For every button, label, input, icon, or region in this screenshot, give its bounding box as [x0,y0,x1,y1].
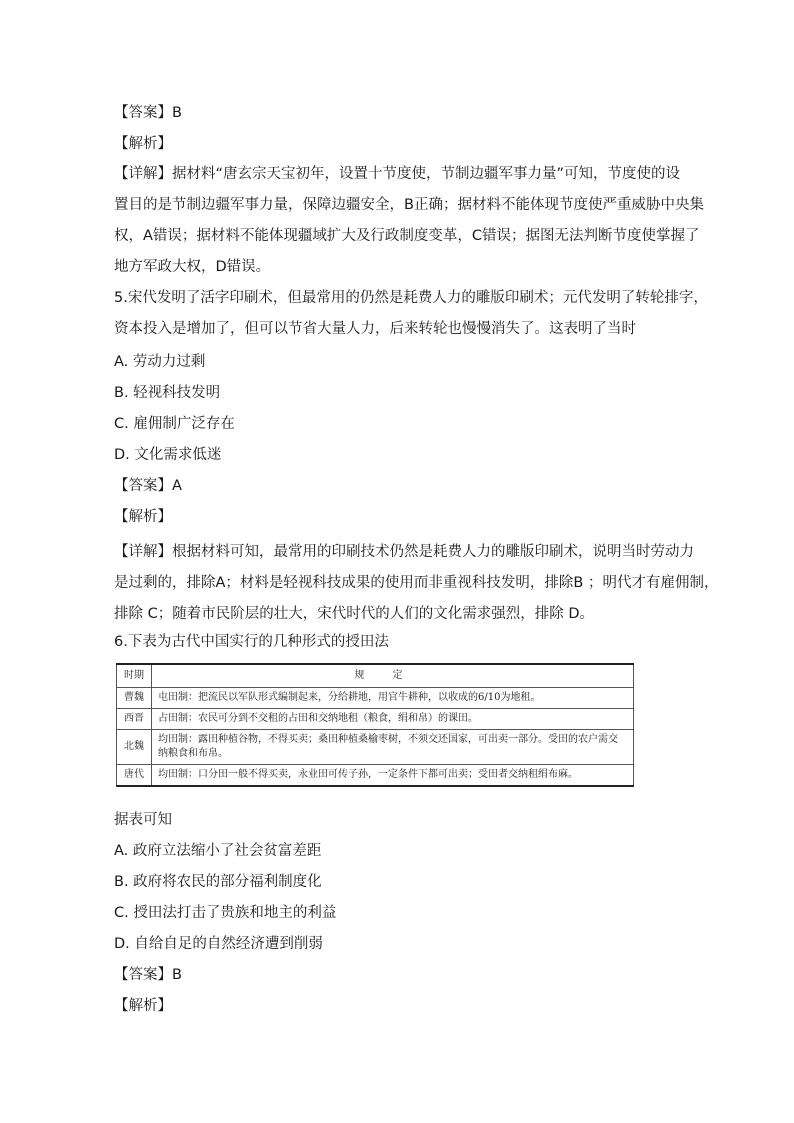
table-cell-era: 唐代 [117,765,152,787]
q6-option-d: D. 自给自足的自然经济遭到削弱 [114,936,323,952]
q4-detail-line: 权，A错误；据材料不能体现疆域扩大及行政制度变革，C错误；据图无法判断节度使掌握了 [114,228,700,244]
table-row [117,709,634,730]
q5-option-a: A. 劳动力过剩 [114,354,206,370]
q4-detail-line: 置目的是节制边疆军事力量，保障边疆安全，B正确；据材料不能体现节度使严重威胁中央集 [114,197,704,213]
q4-detail-line: 【详解】据材料“唐玄宗天宝初年，设置十节度使，节制边疆军事力量”可知，节度使的设 [114,166,681,182]
table-cell-era: 曹魏 [117,688,152,709]
table-row [117,688,634,709]
q5-stem-line: 5.宋代发明了活字印刷术，但最常用的仍然是耗费人力的雕版印刷术；元代发明了转轮排字， [114,290,708,306]
q6-option-b: B. 政府将农民的部分福利制度化 [114,874,322,890]
table-cell-rule: 占田制：农民可分到不交租的占田和交纳地租（粮食，绢和帛）的课田。 [152,709,634,730]
q5-option-d: D. 文化需求低迷 [114,447,222,463]
table-cell-era: 北魏 [117,730,152,765]
q5-stem [114,283,708,345]
land-grant-table [116,663,634,787]
q6-prompt: 据表可知 [114,812,172,828]
table-row [117,730,634,765]
q4-detail [114,159,704,283]
q5-detail [114,537,719,630]
q5-detail-line: 排除 C；随着市民阶层的壮大，宋代时代的人们的文化需求强烈，排除 D。 [114,606,595,622]
q4-detail-line: 地方军政大权，D错误。 [114,259,271,275]
q6-option-c: C. 授田法打击了贵族和地主的利益 [114,905,337,921]
q6-option-a: A. 政府立法缩小了社会贫富差距 [114,843,322,859]
table-header-row [117,664,634,688]
table-header-rule: 规定 [152,664,634,688]
q6-analysis-heading: 【解析】 [114,998,172,1014]
q5-option-c: C. 雇佣制广泛存在 [114,416,235,432]
q5-detail-line: 是过剩的，排除A；材料是轻视科技成果的使用而非重视科技发明，排除B ；明代才有雇佣制， [114,575,719,591]
table-cell-rule: 均田制：露田种植谷物，不得买卖；桑田种植桑榆枣树，不须交还国家，可出卖一部分。受田的农户需交纳粮食和布帛。 [152,730,634,765]
q5-stem-line: 资本投入是增加了，但可以节省大量人力，后来转轮也慢慢消失了。这表明了当时 [114,321,636,337]
table-cell-rule: 屯田制：把流民以军队形式编制起来，分给耕地，用官牛耕种，以收成的6/10为地租。 [152,688,634,709]
table-row [117,765,634,787]
q5-option-b: B. 轻视科技发明 [114,385,221,401]
q4-answer: 【答案】B [114,105,182,121]
q6-answer: 【答案】B [114,967,182,983]
q5-analysis-heading: 【解析】 [114,509,172,525]
table-cell-rule: 均田制：口分田一般不得买卖，永业田可传子孙，一定条件下都可出卖；受田者交纳租绢布麻。 [152,765,634,787]
q4-analysis-heading: 【解析】 [114,136,172,152]
q6-stem: 6.下表为古代中国实行的几种形式的授田法 [114,634,389,650]
q5-detail-line: 【详解】根据材料可知，最常用的印刷技术仍然是耗费人力的雕版印刷术，说明当时劳动力 [114,544,694,560]
table-cell-era: 西晋 [117,709,152,730]
table-header-era: 时期 [117,664,152,688]
q5-answer: 【答案】A [114,478,182,494]
